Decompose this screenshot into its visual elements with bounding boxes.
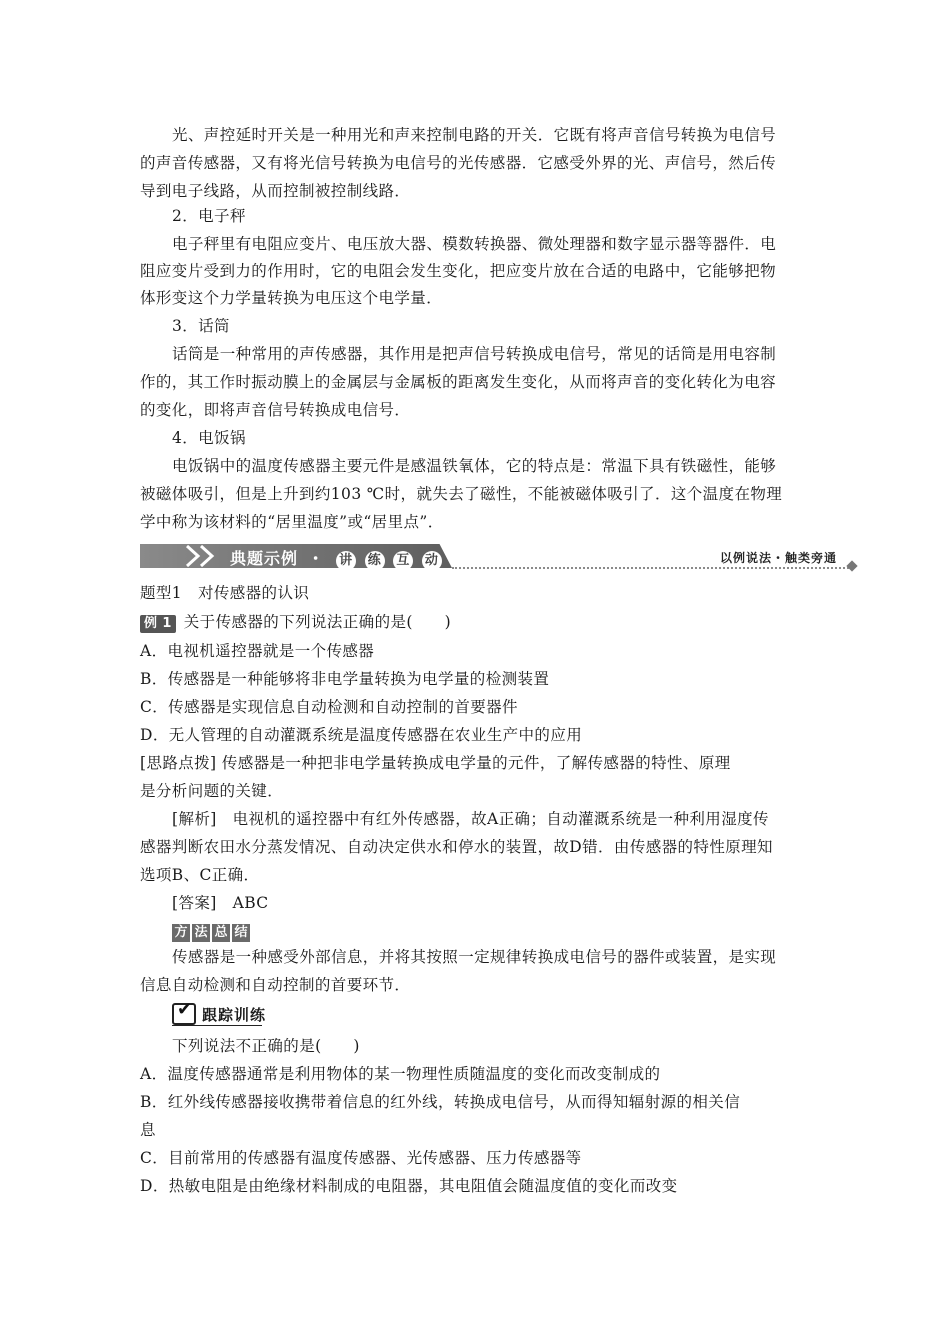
method-char: 方 [172,924,190,942]
banner-circle-char: 动 [422,551,442,571]
section-heading-3: 3．话筒 [172,317,230,335]
paragraph-line: 作的，其工作时振动膜上的金属层与金属板的距离发生变化，从而将声音的变化转化为电容 [140,373,777,391]
paragraph-line: 体形变这个力学量转换为电压这个电学量． [140,289,443,307]
heading-underline [172,1025,262,1026]
paragraph-line: 话筒是一种常用的声传感器，其作用是把声信号转换成电信号，常见的话筒是用电容制 [172,345,777,363]
hint-line: 是分析问题的关键． [140,782,284,800]
answer-line: [答案] ABC [172,894,269,912]
paragraph-line: 阻应变片受到力的作用时，它的电阻会发生变化，把应变片放在合适的电路中，它能够把物 [140,262,777,280]
paragraph-line: 被磁体吸引，但是上升到约103 ℃时，就失去了磁性，不能被磁体吸引了．这个温度在物理 [140,485,783,503]
example-question [140,611,820,633]
analysis-line: 选项B、C正确． [140,866,260,884]
banner-circle-char: 互 [393,551,413,571]
paragraph-line: 导到电子线路，从而控制被控制线路． [140,182,411,200]
method-char: 总 [212,924,230,942]
banner-circle-char: 讲 [336,551,356,571]
method-line: 信息自动检测和自动控制的首要环节． [140,976,411,994]
hint-line: [思路点拨] 传感器是一种把非电学量转换成电学量的元件，了解传感器的特性、原理 [140,754,731,772]
paragraph-line: 光、声控延时开关是一种用光和声来控制电路的开关．它既有将声音信号转换为电信号 [172,126,777,144]
option-line: D．热敏电阻是由绝缘材料制成的电阻器，其电阻值会随温度值的变化而改变 [140,1177,678,1195]
tracking-training-heading [172,1003,266,1025]
banner-circle-char: 练 [365,551,385,571]
diamond-icon [846,560,857,571]
tracking-training-label: 跟踪训练 [202,1005,267,1024]
track-question: 下列说法不正确的是( ) [172,1037,360,1055]
paragraph-line: 的变化，即将声音信号转换成电信号． [140,401,411,419]
banner-dotted-rule [452,567,852,569]
option-line: C．目前常用的传感器有温度传感器、光传感器、压力传感器等 [140,1149,582,1167]
banner-title-text: 典题示例 [230,549,299,568]
example-badge: 例 1 [140,615,176,633]
example-question-text: 关于传感器的下列说法正确的是( ) [183,613,452,631]
method-char: 法 [192,924,210,942]
option-line: B．红外线传感器接收携带着信息的红外线，转换成电信号，从而得知辐射源的相关信 [140,1093,741,1111]
option-line: 息 [140,1121,156,1139]
option-line: B．传感器是一种能够将非电学量转换为电学量的检测装置 [140,670,550,688]
chevron-right-icon [198,544,216,568]
question-type-heading: 题型1 对传感器的认识 [140,584,310,602]
option-line: A．电视机遥控器就是一个传感器 [140,642,375,660]
section-heading-2: 2．电子秤 [172,207,246,225]
method-line: 传感器是一种感受外部信息，并将其按照一定规律转换成电信号的器件或装置，是实现 [172,948,777,966]
method-summary-badge [172,921,252,941]
checkmark-icon [172,1003,196,1025]
section-heading-4: 4．电饭锅 [172,429,246,447]
analysis-line: [解析] 电视机的遥控器中有红外传感器，故A正确；自动灌溉系统是一种利用湿度传 [172,810,769,828]
section-banner [140,541,860,573]
paragraph-line: 学中称为该材料的“居里温度”或“居里点”． [140,513,444,531]
option-line: A．温度传感器通常是利用物体的某一物理性质随温度的变化而改变制成的 [140,1065,661,1083]
option-line: C．传感器是实现信息自动检测和自动控制的首要器件 [140,698,518,716]
paragraph-line: 电饭锅中的温度传感器主要元件是感温铁氧体，它的特点是：常温下具有铁磁性，能够 [172,457,777,475]
paragraph-line: 的声音传感器，又有将光信号转换为电信号的光传感器．它感受外界的光、声信号，然后传 [140,154,777,172]
banner-slogan: 以例说法・触类旁通 [720,551,838,565]
analysis-line: 感器判断农田水分蒸发情况、自动决定供水和停水的装置，故D错．由传感器的特性原理知 [140,838,773,856]
method-char: 结 [232,924,250,942]
paragraph-line: 电子秤里有电阻应变片、电压放大器、模数转换器、微处理器和数字显示器等器件．电 [172,235,777,253]
option-line: D．无人管理的自动灌溉系统是温度传感器在农业生产中的应用 [140,726,583,744]
banner-title: 典题示例 ・ 讲 练 互 动 [230,546,442,571]
